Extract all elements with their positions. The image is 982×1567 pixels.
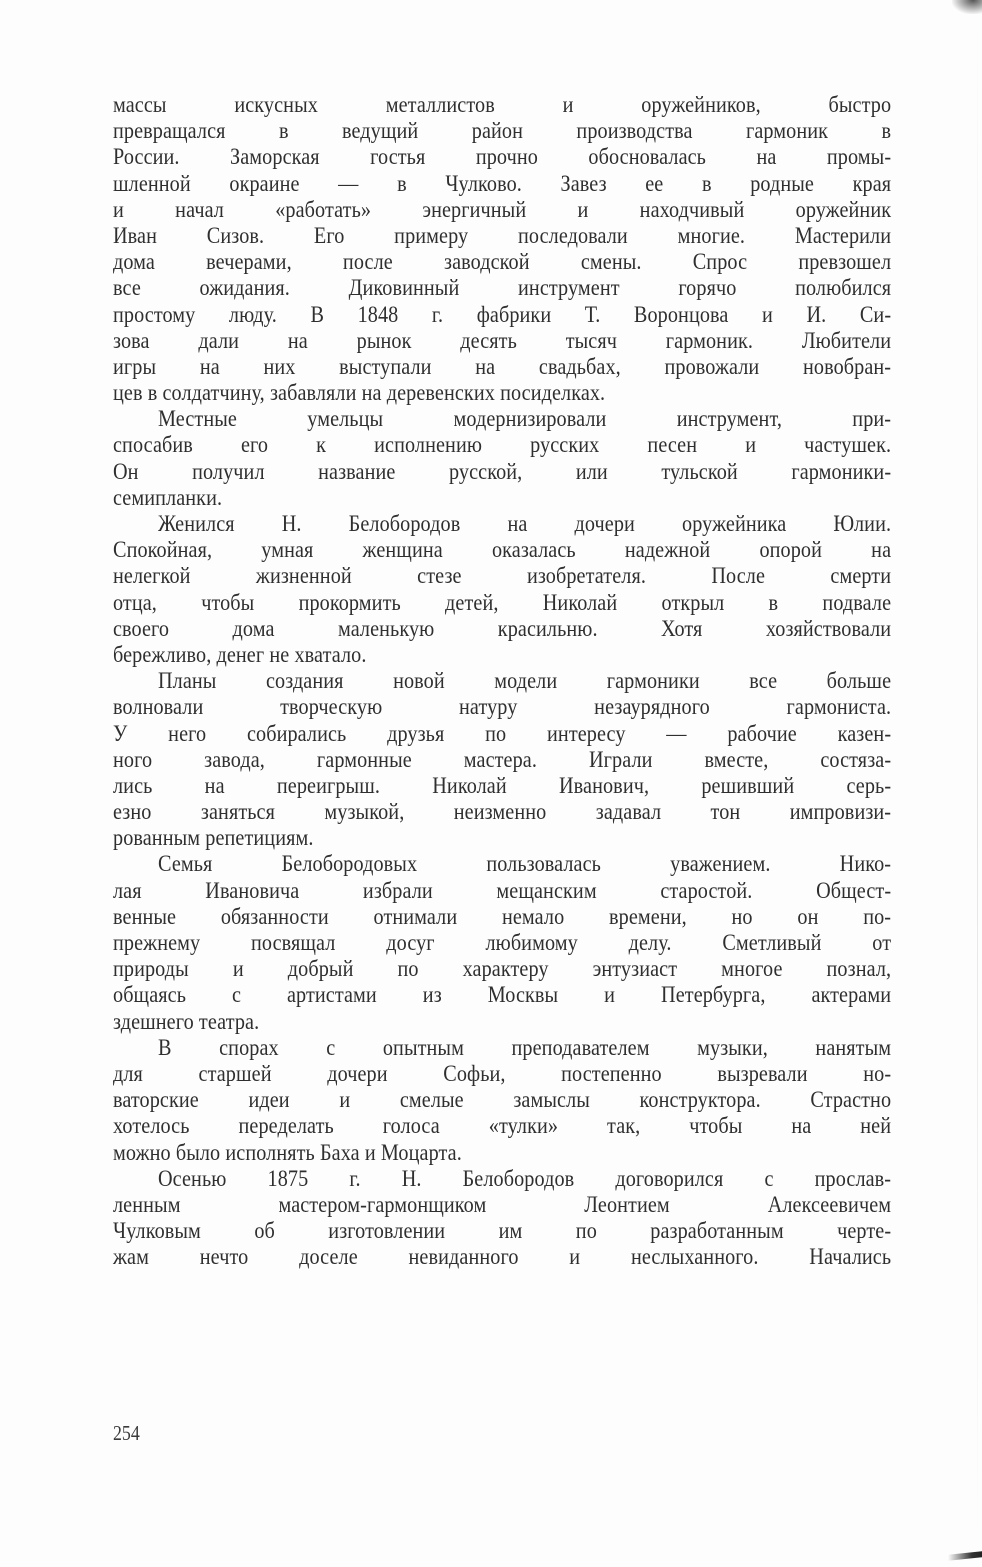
text-line <box>113 878 891 904</box>
text-line <box>113 249 891 275</box>
text-line <box>113 92 891 118</box>
text-line-content: Иван Сизов. Его примеру последовали многие. Мастерили <box>113 222 892 249</box>
page-edge-line <box>977 20 978 1540</box>
text-line-content: массы искусных металлистов и оружейников, быстро <box>113 92 892 118</box>
text-line-content: лись на переигрыш. Николай Иванович, решивший серь- <box>113 772 892 799</box>
text-line <box>113 197 891 223</box>
text-line-content: бережливо, денег не хватало. <box>113 641 367 668</box>
paragraph <box>113 511 891 668</box>
text-line-content: нелегкой жизненной стезе изобретателя. После смерти <box>113 563 892 590</box>
text-line-content: ленным мастером-гармонщиком Леонтием Алексеевичем <box>113 1191 892 1218</box>
paragraph <box>113 668 891 851</box>
text-line-content: Местные умельцы модернизировали инструмент, при- <box>158 406 892 433</box>
text-line <box>113 616 891 642</box>
page-number: 254 <box>113 1421 140 1445</box>
text-line <box>113 144 891 170</box>
text-line <box>113 956 891 982</box>
text-line-content: хотелось переделать голоса «тулки» так, чтобы на ней <box>113 1113 892 1140</box>
text-line-content: прежнему посвящал досуг любимому делу. Сметливый от <box>113 930 892 956</box>
text-line-content: шленной окраине — в Чулково. Завез ее в родные края <box>113 170 892 197</box>
text-line-content: рованным репетициям. <box>113 825 314 852</box>
text-line <box>113 642 891 668</box>
text-line-content: общаясь с артистами из Москвы и Петербурга, актерами <box>113 982 892 1009</box>
text-line <box>113 302 891 328</box>
text-line <box>113 1244 891 1270</box>
text-line-content: венные обязанности отнимали немало времени, но он по- <box>113 903 892 930</box>
text-line-content: природы и добрый по характеру энтузиаст многое познал, <box>113 956 892 983</box>
text-line-content: все ожидания. Диковинный инструмент горячо полюбился <box>113 275 892 302</box>
text-line <box>113 1113 891 1139</box>
text-line <box>113 171 891 197</box>
text-line-content: превращался в ведущий район производства гармоник в <box>113 118 892 145</box>
text-line <box>113 694 891 720</box>
text-line-content: волновали творческую натуру незаурядного гармониста. <box>113 694 892 721</box>
text-line <box>113 485 891 511</box>
text-line-content: и начал «работать» энергичный и находчивый оружейник <box>113 196 892 223</box>
text-line-content: жам нечто доселе невиданного и неслыханного. Начались <box>113 1244 892 1271</box>
paragraph <box>113 1035 891 1166</box>
page-edge-shadow-bottom <box>948 1551 982 1561</box>
text-line <box>113 1087 891 1113</box>
text-line <box>113 1061 891 1087</box>
text-line-content: спосабив его к исполнению русских песен и частушек. <box>113 432 892 459</box>
text-line <box>113 1192 891 1218</box>
text-line <box>113 275 891 301</box>
text-line-content: ного завода, гармонные мастера. Играли вместе, состяза- <box>113 746 892 773</box>
text-line <box>113 223 891 249</box>
text-line <box>113 1009 891 1035</box>
text-line <box>113 563 891 589</box>
text-line-content: Чулковым об изготовлении им по разработанным черте- <box>113 1218 892 1245</box>
paragraph <box>113 406 891 511</box>
text-line <box>113 930 891 956</box>
body-text <box>113 92 891 1270</box>
text-line <box>113 432 891 458</box>
text-line <box>113 537 891 563</box>
page-edge-shadow-top <box>952 0 982 14</box>
text-line-content: простому люду. В 1848 г. фабрики Т. Воронцова и И. Си- <box>113 301 892 328</box>
text-line-content: дома вечерами, после заводской смены. Спрос превзошел <box>113 249 892 276</box>
text-line-content: Женился Н. Белобородов на дочери оружейника Юлии. <box>158 511 892 537</box>
text-line <box>113 406 891 432</box>
text-line-content: Планы создания новой модели гармоники все больше <box>158 668 892 695</box>
text-line <box>113 982 891 1008</box>
text-line-content: семипланки. <box>113 484 223 511</box>
text-line <box>113 1035 891 1061</box>
text-line <box>113 668 891 694</box>
text-line <box>113 328 891 354</box>
text-line <box>113 590 891 616</box>
text-line-content: В спорах с опытным преподавателем музыки, нанятым <box>158 1034 892 1061</box>
text-line-content: Осенью 1875 г. Н. Белобородов договорился с прослав- <box>158 1165 892 1192</box>
text-line <box>113 721 891 747</box>
text-line-content: Спокойная, умная женщина оказалась надежной опорой на <box>113 537 892 564</box>
text-line-content: цев в солдатчину, забавляли на деревенских посиделках. <box>113 380 606 407</box>
text-line <box>113 747 891 773</box>
text-line <box>113 354 891 380</box>
text-line <box>113 773 891 799</box>
text-line-content: зова дали на рынок десять тысяч гармоник. Любители <box>113 327 892 354</box>
text-line-content: У него собирались друзья по интересу — рабочие казен- <box>113 720 892 747</box>
text-line <box>113 1140 891 1166</box>
text-line <box>113 118 891 144</box>
text-line <box>113 511 891 537</box>
paragraph <box>113 1166 891 1271</box>
text-line-content: ваторские идеи и смелые замыслы конструктора. Страстно <box>113 1087 892 1114</box>
text-line <box>113 1166 891 1192</box>
text-line <box>113 851 891 877</box>
text-line-content: своего дома маленькую красильню. Хотя хозяйствовали <box>113 615 892 642</box>
text-line-content: для старшей дочери Софьи, постепенно вызревали но- <box>113 1060 892 1087</box>
text-line <box>113 799 891 825</box>
text-line-content: России. Заморская гостья прочно обосновалась на промы- <box>113 144 892 171</box>
text-line-content: езно заняться музыкой, неизменно задавал тон импровизи- <box>113 799 892 826</box>
paragraph <box>113 851 891 1034</box>
text-line-content: лая Ивановича избрали мещанским старостой. Общест- <box>113 877 892 904</box>
text-line <box>113 380 891 406</box>
text-line <box>113 1218 891 1244</box>
text-line-content: здешнего театра. <box>113 1008 260 1035</box>
text-line-content: Семья Белобородовых пользовалась уважением. Нико- <box>158 851 892 878</box>
text-line <box>113 904 891 930</box>
text-line-content: можно было исполнять Баха и Моцарта. <box>113 1139 462 1166</box>
paragraph <box>113 92 891 406</box>
text-line <box>113 459 891 485</box>
text-line-content: Он получил название русской, или тульской гармоники- <box>113 458 892 485</box>
text-line-content: отца, чтобы прокормить детей, Николай открыл в подвале <box>113 589 892 616</box>
text-line-content: игры на них выступали на свадьбах, провожали новобран- <box>113 353 892 380</box>
text-line <box>113 825 891 851</box>
